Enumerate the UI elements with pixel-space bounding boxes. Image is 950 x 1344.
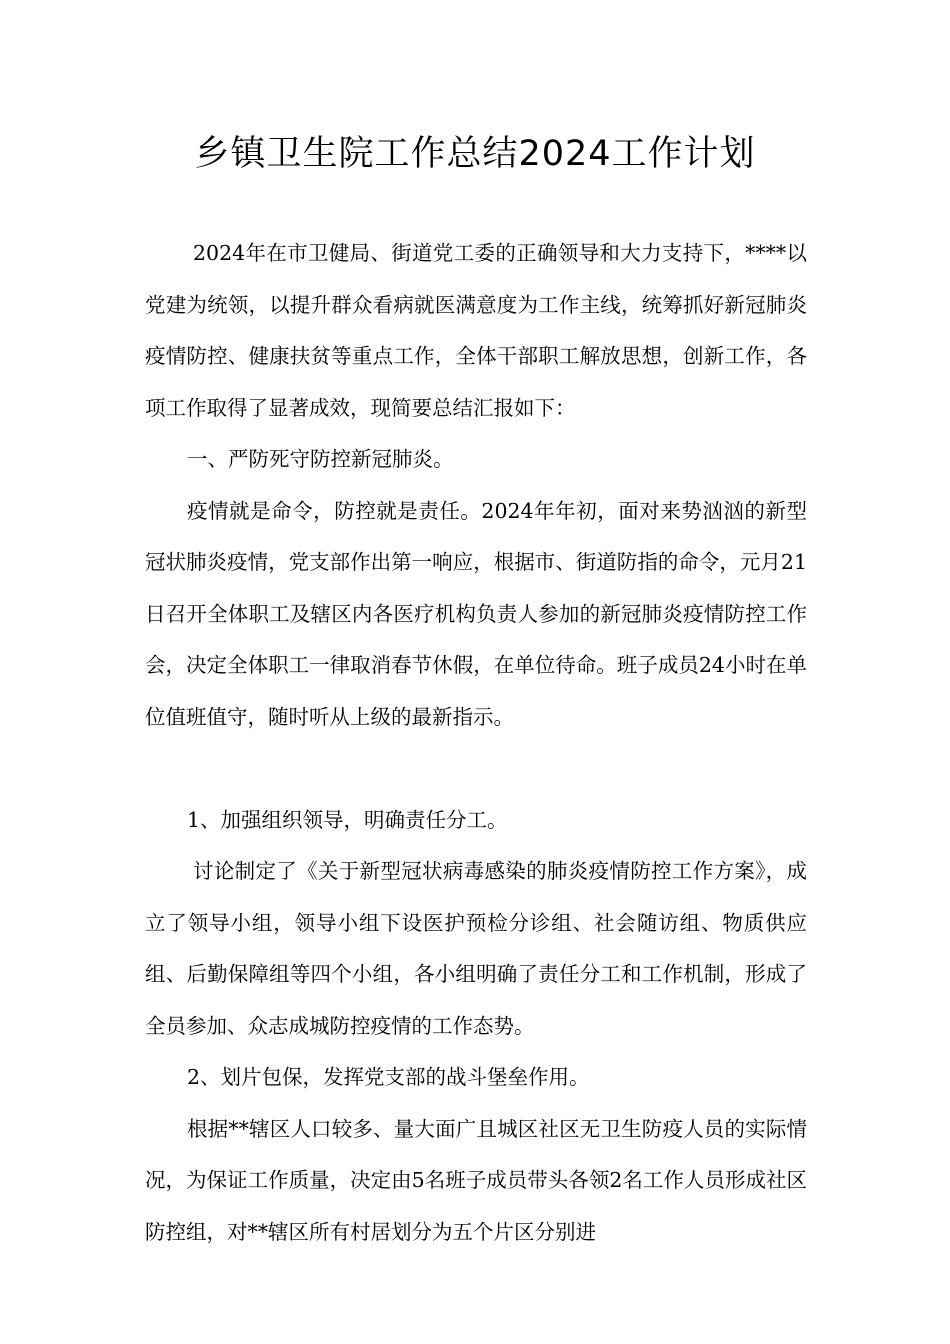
section-heading-1: 一、严防死守防控新冠肺炎。 — [187, 447, 454, 471]
section-1-paragraph: 疫情就是命令，防控就是责任。2024年年初，面对来势汹汹的新型冠状肺炎疫情，党支部作出第一响应，根据市、街道防指的命令，元月21日召开全体职工及辖区内各医疗机构负责人参加的新冠肺炎疫情防控工作会，决定全体职工一律取消春节休假，在单位待命。班子成员24小时在单位值班值守，随时听从上级的最新指示。 — [145, 498, 807, 729]
subsection-heading-1: 1、加强组织领导，明确责任分工。 — [187, 807, 508, 832]
blank-line — [145, 743, 807, 795]
subsection-heading-2: 2、划片包保，发挥党支部的战斗堡垒作用。 — [187, 1065, 590, 1089]
document-title: 乡镇卫生院工作总结2024工作计划 — [194, 134, 756, 174]
document-body — [145, 228, 807, 1258]
subsection-1-paragraph: 讨论制定了《关于新型冠状病毒感染的肺炎疫情防控工作方案》，成立了领导小组，领导小组下设医护预检分诊组、社会随访组、物质供应组、后勤保障组等四个小组，各小组明确了责任分工和工作机制，形成了全员参加、众志成城防控疫情的工作态势。 — [145, 859, 807, 1038]
subsection-2-paragraph: 根据**辖区人口较多、量大面广且城区社区无卫生防疫人员的实际情况，为保证工作质量，决定由5名班子成员带头各领2名工作人员形成社区防控组，对**辖区所有村居划分为五个片区分别进 — [145, 1116, 807, 1244]
intro-paragraph: 2024年在市卫健局、街道党工委的正确领导和大力支持下，****以党建为统领，以提升群众看病就医满意度为工作主线，统筹抓好新冠肺炎疫情防控、健康扶贫等重点工作，全体干部职工解放思想，创新工作，各项工作取得了显著成效，现简要总结汇报如下： — [145, 241, 807, 420]
